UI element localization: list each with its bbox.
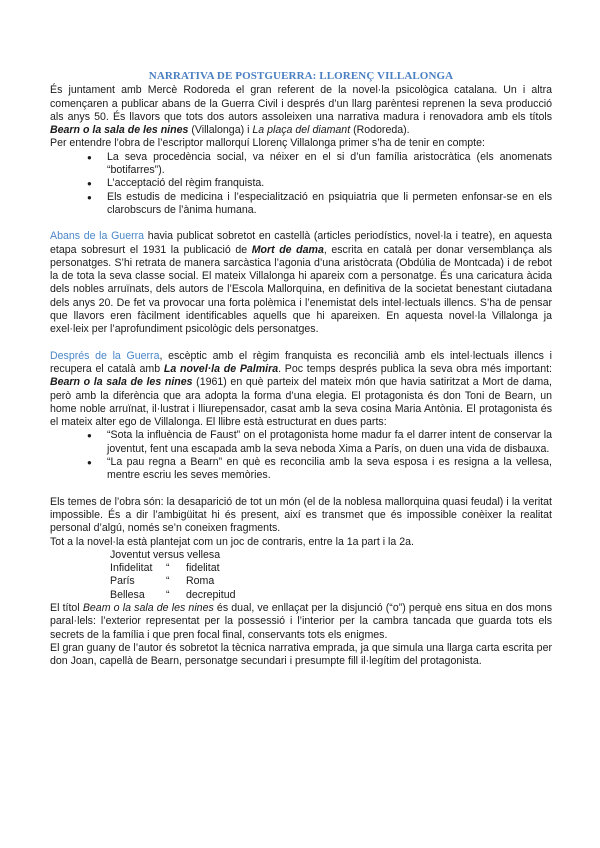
list-item [87,190,552,218]
intro-paragraph-2: Per entendre l’obra de l’escriptor mallorquí Llorenç Villalonga primer s’ha de tenir en compte: [50,137,485,150]
list-item-text: L’acceptació del règim franquista. [107,177,265,190]
intro-text: (Rodoreda). [350,124,410,137]
bullet-icon: ● [87,179,92,189]
paragraph-text: és dual, ve enllaçat per la disjunció (“o”) perquè ens situa en dos mons paral·lels: l’exterior representat per la possessió i l’interior per la cambra tancada que guarda tots els secrets de la família i que pren focal final, conservants tots els enigmes. [50,601,552,641]
pair-mark: “ [166,588,170,601]
pair-left: París [110,575,135,588]
pair-mark: “ [166,562,170,575]
before-war-label: Abans de la Guerra [50,230,145,243]
pair-right: decrepitud [186,588,236,601]
list-item [110,589,552,602]
book-title-bearn: Bearn o la sala de les nines [50,124,189,137]
contraries-paragraph: Tot a la novel·la està plantejat com un joc de contraris, entre la 1a part i la 2a. [50,535,414,548]
pair-right: fidelitat [186,562,220,575]
paragraph-text: El títol [50,601,83,614]
book-title-beam: Beam o la sala de les nines [82,601,214,614]
pair-text: Joventut versus vellesa [110,548,221,561]
paragraph-text: . Poc temps després publica la seva obra més important: [278,362,552,375]
list-item-text: “Sota la influència de Faust” on el protagonista home madur fa el darrer intent de conservar la joventut, fent una escapada amb la seva neboda Xima a París, on duen una vida de disbauxa. [107,429,552,455]
bullet-icon: ● [87,152,92,162]
pair-right: Roma [186,575,215,588]
before-war-paragraph [50,230,552,336]
list-item [87,177,552,190]
document-page [50,70,552,668]
bullet-icon: ● [87,431,92,441]
book-title-bearn: Bearn o la sala de les nines [50,376,193,389]
context-list [50,151,552,217]
list-item [87,429,552,456]
book-title-mort: Mort de dama [251,243,324,256]
pair-mark: “ [166,575,170,588]
after-war-paragraph [50,350,552,430]
book-title-placa: La plaça del diamant [252,124,351,137]
after-war-label: Després de la Guerra [50,349,160,362]
bullet-icon: ● [87,192,92,202]
pair-left: Bellesa [110,588,145,601]
intro-text: (Villalonga) i [188,124,253,137]
title-paragraph [50,602,552,642]
parts-list [50,429,552,482]
list-item-text: Els estudis de medicina i l’especialització en psiquiatria que li permeten enfonsar-se en els clarobscurs de l’ànima humana. [107,190,552,216]
page-title: NARRATIVA DE POSTGUERRA: LLORENÇ VILLALONGA [148,70,454,82]
pair-left: Infidelitat [110,562,153,575]
paragraph-text: , escèptic amb el règim franquista es reconcilià amb els intel·lectuals illencs i recupera el català amb [50,349,552,375]
intro-paragraph [50,84,552,137]
list-item [87,150,552,178]
list-item [110,562,552,575]
list-item-text: “La pau regna a Bearn” en què es reconcilia amb la seva esposa i es resigna a la vellesa, mentre escriu les seves memòries. [107,456,552,482]
list-item [110,575,552,588]
paragraph-text: havia publicat sobretot en castellà (articles periodístics, novel·la i teatre), en aquesta etapa sobresurt el 1931 la publicació de [50,230,552,256]
bullet-icon: ● [87,458,92,468]
themes-paragraph: Els temes de l’obra són: la desaparició de tot un món (el de la noblesa mallorquina quasi feudal) i la veritat impossible. És a dir l’ambigüitat hi és present, així es transmet que és impossible conèixer la realitat personal d’algú, només se’n coneixen fragments. [50,495,552,535]
list-item-text: La seva procedència social, va néixer en el si d’un família aristocràtica (els anomenats “botifarres”). [107,150,552,177]
paragraph-text: , escrita en català per donar versemblança als personatges. S’hi retrata de manera sarcàstica l’agonia d’una aristòcrata (Obdúlia de Montcada) i de rebot la de tota la seva classe social. El mateix Villalonga hi apareix com a personatge. És una caricatura àcida dels nobles arruïnats, dels autors de l’Escola Mallorquina, en definitiva de la societat benestant ciutadana dels anys 20. De fet va provocar una forta polèmica i l’enemistat dels intel·lectuals illencs. S’ha de pensar que llavors eren fàcilment identificables aquells que hi apareixen. En aquesta novel·la Villalonga ja exel·leix per l’aprofundiment psicològic dels personatges. [50,243,552,336]
list-item [110,549,552,562]
book-title-palmira: La novel·la de Palmira [163,362,279,375]
intro-text: És juntament amb Mercè Rodoreda el gran referent de la novel·la psicològica catalana. Un i altra començaren a publicar abans de la Guerra Civil i després d’un llarg parèntesi reprenen la seva producció als anys 50. És llavors que tots dos autors assoleixen una narrativa madura i renovadora amb els títols [50,84,552,123]
contraries-list [110,549,552,602]
list-item [87,456,552,483]
technique-paragraph: El gran guany de l’autor és sobretot la tècnica narrativa emprada, ja que simula una llarga carta escrita per don Joan, capellà de Bearn, personatge secundari i presumpte fill il·legítim del protagonista. [50,641,552,668]
paragraph-text: (1961) en què parteix del mateix món que havia satiritzat a Mort de dama, però amb la diferència que ara adopta la forma d’una elegia. El protagonista és don Toni de Bearn, un home noble arruïnat, il·lustrat i lliurepensador, casat amb la seva cosina Maria Antònia. El protagonista és el mateix alter ego de Villalonga. El llibre està estructurat en dues parts: [50,376,553,429]
